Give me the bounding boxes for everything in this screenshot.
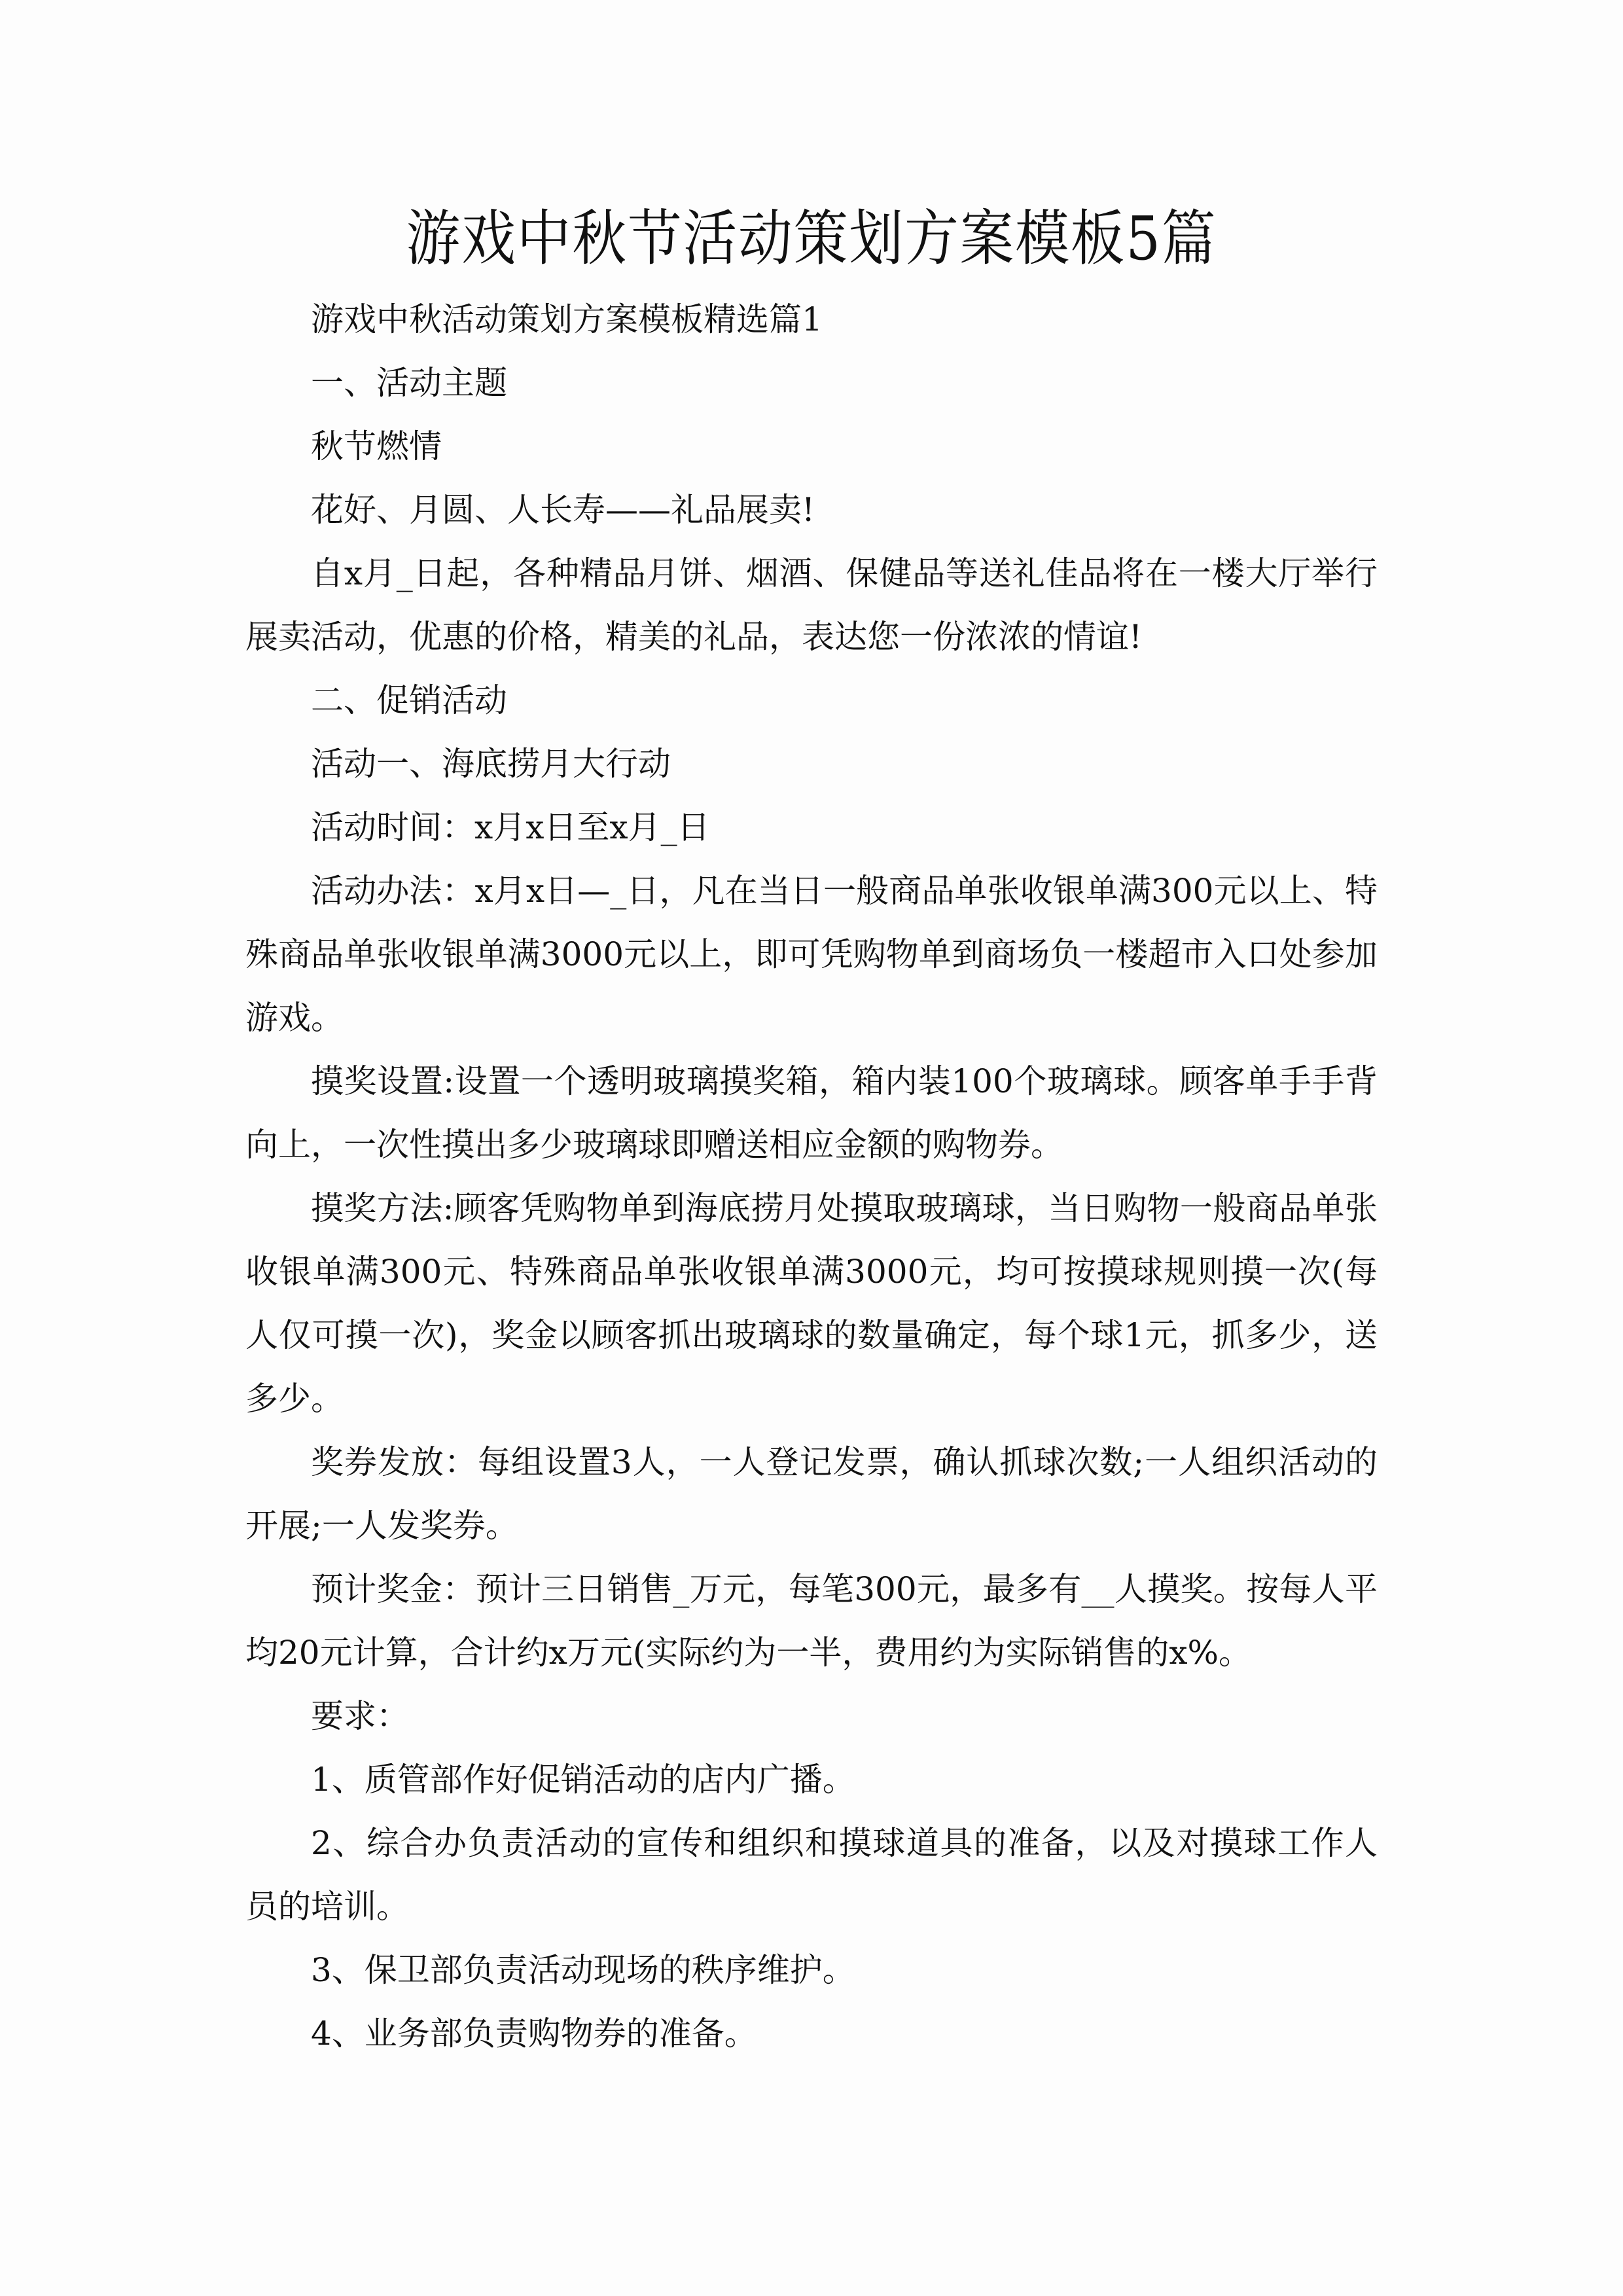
document-body: [245, 288, 1378, 2066]
theme-name: 秋节燃情: [311, 427, 442, 465]
estimated-prize: 预计奖金：预计三日销售_万元，每笔300元，最多有__人摸奖。按每人平均20元计算，合计约x万元(实际约为一半，费用约为实际销售的x%。: [245, 1570, 1378, 1672]
prize-method: 摸奖方法:顾客凭购物单到海底捞月处摸取玻璃球，当日购物一般商品单张收银单满300元、特殊商品单张收银单满3000元，均可按摸球规则摸一次(每人仅可摸一次)，奖金以顾客抓出玻璃球的数量确定，每个球1元，抓多少，送多少。: [245, 1189, 1378, 1418]
requirement-item: 2、综合办负责活动的宣传和组织和摸球道具的准备，以及对摸球工作人员的培训。: [245, 1824, 1378, 1926]
document-title: 游戏中秋节活动策划方案模板5篇: [406, 204, 1217, 274]
voucher-distribution: 奖券发放：每组设置3人，一人登记发票，确认抓球次数;一人组织活动的开展;一人发奖券。: [245, 1443, 1378, 1545]
paragraph-gift-sale: 自x月_日起，各种精品月饼、烟酒、保健品等送礼佳品将在一楼大厅举行展卖活动，优惠的价格，精美的礼品，表达您一份浓浓的情谊!: [245, 554, 1378, 656]
activity-one-title: 活动一、海底捞月大行动: [311, 745, 671, 783]
activity-time: 活动时间：x月x日至x月_日: [311, 808, 710, 846]
requirement-item: 4、业务部负责购物券的准备。: [311, 2015, 757, 2053]
activity-method: 活动办法：x月x日—_日，凡在当日一般商品单张收银单满300元以上、特殊商品单张收银单满3000元以上，即可凭购物单到商场负一楼超市入口处参加游戏。: [245, 872, 1378, 1037]
prize-setup: 摸奖设置:设置一个透明玻璃摸奖箱，箱内装100个玻璃球。顾客单手手背向上，一次性摸出多少玻璃球即赠送相应金额的购物券。: [245, 1062, 1378, 1164]
heading-activity-theme: 一、活动主题: [311, 364, 507, 402]
requirement-item: 1、质管部作好促销活动的店内广播。: [311, 1761, 855, 1799]
section-subtitle: 游戏中秋活动策划方案模板精选篇1: [311, 300, 823, 338]
heading-requirements: 要求：: [311, 1697, 409, 1735]
theme-slogan: 花好、月圆、人长寿——礼品展卖!: [311, 491, 815, 529]
requirement-item: 3、保卫部负责活动现场的秩序维护。: [311, 1951, 855, 1989]
heading-promotion: 二、促销活动: [311, 681, 507, 719]
